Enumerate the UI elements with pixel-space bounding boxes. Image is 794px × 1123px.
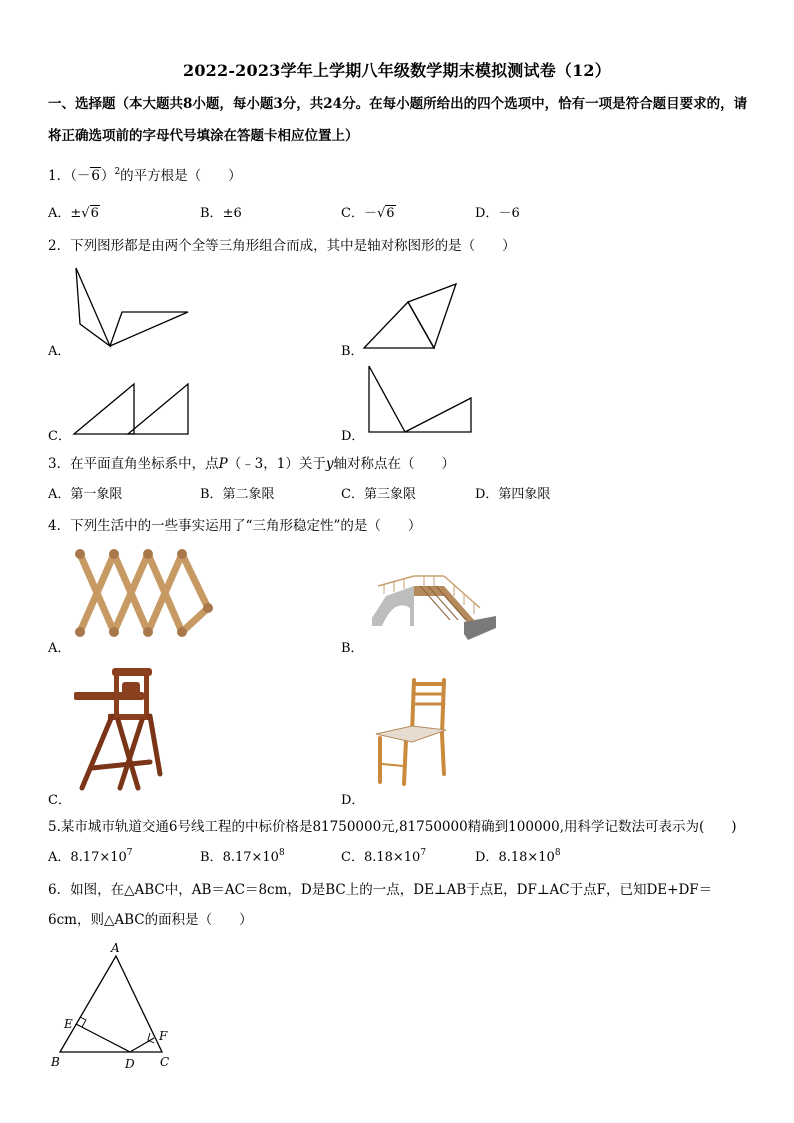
q2-figure-a xyxy=(70,268,200,358)
q1-option-a[interactable]: A．±√6 xyxy=(48,206,99,221)
question-1: 1．$(-6)^2$的平方根是（ ） xyxy=(48,167,242,184)
q3-option-c[interactable]: C．第三象限 xyxy=(341,487,416,502)
question-6-line-2: 6cm，则△ABC的面积是（ ） xyxy=(48,912,253,928)
q4-option-b[interactable]: B． xyxy=(341,641,364,656)
page-title: 2022-2023学年上学期八年级数学期末模拟测试卷（12） xyxy=(183,61,611,80)
question-2: 2．下列图形都是由两个全等三角形组合而成，其中是轴对称图形的是（ ） xyxy=(48,238,516,254)
question-3: 3．在平面直角坐标系中，点P（﹣3，1）关于y轴对称点在（ ） xyxy=(48,456,456,472)
q2-figure-d xyxy=(365,364,477,436)
high-chair-image xyxy=(72,664,168,796)
point-label-f: F xyxy=(159,1029,168,1043)
q4-option-c[interactable]: C． xyxy=(48,793,71,808)
question-4: 4．下列生活中的一些事实运用了“三角形稳定性”的是（ ） xyxy=(48,518,422,534)
q5-option-d[interactable]: D．$8.18\times 10^8$ xyxy=(475,848,561,865)
q1-option-d[interactable]: D．－6 xyxy=(475,206,520,221)
q5-option-a[interactable]: A．$8.17\times 10^7$ xyxy=(48,848,133,865)
point-label-e: E xyxy=(64,1017,73,1031)
q3-option-b[interactable]: B．第二象限 xyxy=(200,487,275,502)
q2-figure-c xyxy=(72,382,192,438)
triangle-abc-figure xyxy=(48,940,188,1075)
q1-option-b[interactable]: B．±6 xyxy=(200,206,242,221)
q2-option-d[interactable]: D． xyxy=(341,429,365,444)
question-6-line-1: 6．如图，在△ABC中，AB＝AC＝8cm，D是BC上的一点，DE⊥AB于点E，DF⊥AC于点F，已知DE+DF＝ xyxy=(48,882,713,898)
q2-option-a[interactable]: A． xyxy=(48,344,71,359)
radical-6: 6 xyxy=(91,168,100,184)
q5-option-b[interactable]: B．$8.17\times 10^8$ xyxy=(200,848,285,865)
wooden-chair-image xyxy=(372,676,452,788)
q2-option-c[interactable]: C． xyxy=(48,429,71,444)
q4-option-d[interactable]: D． xyxy=(341,793,365,808)
vertex-label-a: A xyxy=(111,941,120,955)
vertex-label-c: C xyxy=(160,1055,170,1069)
q2-figure-b xyxy=(362,282,462,354)
q4-option-a[interactable]: A． xyxy=(48,641,71,656)
q5-option-c[interactable]: C．$8.18\times 10^7$ xyxy=(341,848,427,865)
question-5: 5.某市城市轨道交通6号线工程的中标价格是81750000元,81750000精确到100000,用科学记数法可表示为( ) xyxy=(48,819,737,835)
section-heading: 一、选择题（本大题共8小题，每小题3分，共24分。在每小题所给出的四个选项中，恰有一项是符合题目要求的，请将正确选项前的字母代号填涂在答题卡相应位置上） xyxy=(48,96,748,144)
arched-bridge-image xyxy=(368,568,500,640)
q3-option-d[interactable]: D．第四象限 xyxy=(475,487,551,502)
vertex-label-b: B xyxy=(51,1055,60,1069)
q2-option-b[interactable]: B． xyxy=(341,344,364,359)
point-label-d: D xyxy=(125,1057,135,1071)
q1-option-c[interactable]: C．－√6 xyxy=(341,206,395,221)
expandable-rack-image xyxy=(74,548,214,638)
q3-option-a[interactable]: A．第一象限 xyxy=(48,487,123,502)
